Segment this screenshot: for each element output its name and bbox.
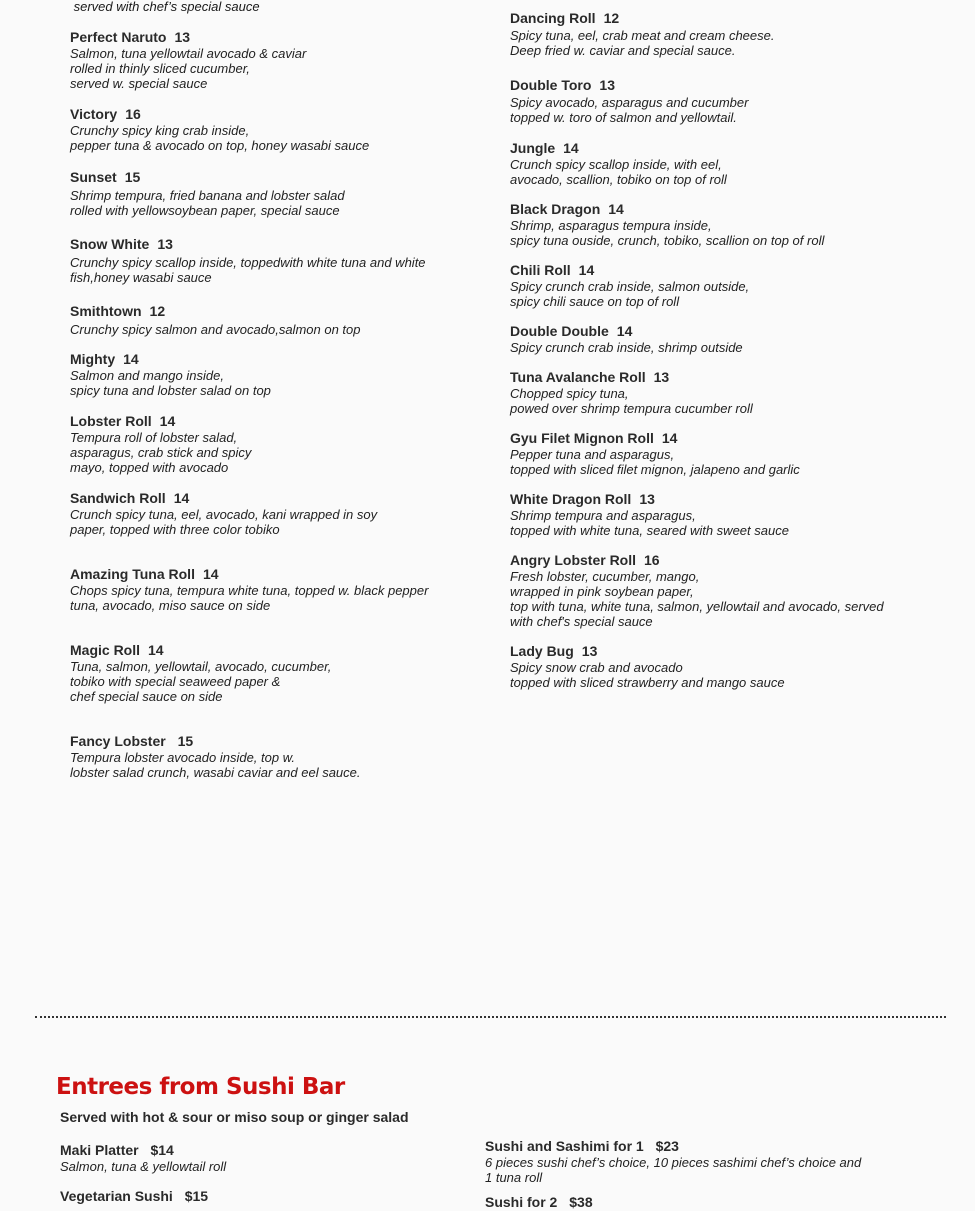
item-description: Shrimp, asparagus tempura inside, spicy tuna ouside, crunch, tobiko, scallion on top of roll bbox=[510, 218, 825, 248]
item-description: Fresh lobster, cucumber, mango, wrapped in pink soybean paper, top with tuna, white tuna, salmon, yellowtail and avocado, served with chef's special sauce bbox=[510, 569, 884, 629]
item-price: $38 bbox=[565, 1194, 593, 1210]
item-name: Sushi for 2 bbox=[485, 1194, 558, 1210]
item-name: Snow White bbox=[70, 236, 150, 252]
menu-item bbox=[510, 491, 930, 538]
section-title: Entrees from Sushi Bar bbox=[56, 1074, 345, 1100]
item-name: Angry Lobster Roll bbox=[510, 552, 637, 568]
item-name: Dancing Roll bbox=[510, 10, 596, 26]
item-price: 14 bbox=[202, 566, 219, 582]
item-price: 13 bbox=[639, 491, 655, 507]
item-name: Vegetarian Sushi bbox=[60, 1188, 173, 1204]
menu-item bbox=[60, 1142, 480, 1174]
item-price: 15 bbox=[124, 169, 141, 185]
item-description: Salmon and mango inside, spicy tuna and lobster salad on top bbox=[70, 368, 271, 398]
item-name: Jungle bbox=[510, 140, 556, 156]
item-name: Maki Platter bbox=[60, 1142, 139, 1158]
item-name: White Dragon Roll bbox=[510, 491, 632, 507]
menu-item bbox=[510, 323, 930, 355]
item-description: Tuna, salmon, yellowtail, avocado, cucumber, tobiko with special seaweed paper & chef special sauce on side bbox=[70, 659, 332, 704]
menu-item bbox=[70, 29, 490, 91]
menu-item bbox=[70, 303, 490, 337]
section-subtitle: Served with hot & sour or miso soup or ginger salad bbox=[60, 1109, 409, 1125]
item-price: 13 bbox=[653, 369, 670, 385]
menu-item bbox=[485, 1194, 905, 1211]
item-name: Fancy Lobster bbox=[70, 733, 166, 749]
item-price: 14 bbox=[159, 413, 176, 429]
item-description: Crunchy spicy salmon and avocado,salmon on top bbox=[70, 322, 361, 337]
item-price: 14 bbox=[661, 430, 678, 446]
item-price: 15 bbox=[173, 733, 194, 749]
item-price: 12 bbox=[603, 10, 620, 26]
item-description: Spicy avocado, asparagus and cucumber topped w. toro of salmon and yellowtail. bbox=[510, 95, 749, 125]
menu-item bbox=[510, 643, 930, 690]
menu-item bbox=[70, 413, 490, 475]
item-name: Sunset bbox=[70, 169, 117, 185]
item-description: Spicy snow crab and avocado topped with sliced strawberry and mango sauce bbox=[510, 660, 785, 690]
item-description: 6 pieces sushi chef’s choice, 10 pieces sashimi chef’s choice and 1 tuna roll bbox=[485, 1155, 862, 1185]
item-description: Shrimp tempura, fried banana and lobster salad rolled with yellowsoybean paper, special sauce bbox=[70, 188, 345, 218]
item-description: Tempura roll of lobster salad, asparagus, crab stick and spicy mayo, topped with avocado bbox=[70, 430, 252, 475]
item-name: Amazing Tuna Roll bbox=[70, 566, 195, 582]
item-price: 14 bbox=[173, 490, 190, 506]
item-description: Spicy crunch crab inside, shrimp outside bbox=[510, 340, 743, 355]
item-name: Lobster Roll bbox=[70, 413, 152, 429]
item-name: Double Double bbox=[510, 323, 609, 339]
item-name: Mighty bbox=[70, 351, 116, 367]
top-fragment: served with chef’s special sauce bbox=[70, 0, 260, 14]
item-description: Chopped spicy tuna, powed over shrimp tempura cucumber roll bbox=[510, 386, 753, 416]
item-name: Lady Bug bbox=[510, 643, 574, 659]
item-name: Magic Roll bbox=[70, 642, 141, 658]
menu-item bbox=[510, 430, 930, 477]
item-description: Crunch spicy tuna, eel, avocado, kani wrapped in soy paper, topped with three color tobiko bbox=[70, 507, 378, 537]
item-description: Spicy crunch crab inside, salmon outside, spicy chili sauce on top of roll bbox=[510, 279, 750, 309]
item-description: Salmon, tuna yellowtail avocado & caviar rolled in thinly sliced cucumber, served w. special sauce bbox=[70, 46, 307, 91]
item-name: Tuna Avalanche Roll bbox=[510, 369, 646, 385]
item-description: Crunchy spicy scallop inside, toppedwith white tuna and white fish,honey wasabi sauce bbox=[70, 255, 426, 285]
item-price: 14 bbox=[608, 201, 624, 217]
item-description: Chops spicy tuna, tempura white tuna, topped w. black pepper tuna, avocado, miso sauce on side bbox=[70, 583, 429, 613]
item-price: 12 bbox=[149, 303, 166, 319]
menu-item bbox=[60, 1188, 480, 1205]
menu-item bbox=[485, 1138, 905, 1185]
item-description: Salmon, tuna & yellowtail roll bbox=[60, 1159, 227, 1174]
menu-item bbox=[510, 262, 930, 309]
item-price: 13 bbox=[157, 236, 173, 252]
item-description: Tempura lobster avocado inside, top w. lobster salad crunch, wasabi caviar and eel sauce. bbox=[70, 750, 361, 780]
section-divider bbox=[35, 1016, 946, 1018]
item-description: Crunch spicy scallop inside, with eel, avocado, scallion, tobiko on top of roll bbox=[510, 157, 727, 187]
item-name: Perfect Naruto bbox=[70, 29, 167, 45]
item-price: $15 bbox=[180, 1188, 209, 1204]
menu-item bbox=[510, 552, 930, 629]
item-name: Sushi and Sashimi for 1 bbox=[485, 1138, 644, 1154]
item-name: Smithtown bbox=[70, 303, 142, 319]
item-name: Sandwich Roll bbox=[70, 490, 166, 506]
item-name: Double Toro bbox=[510, 77, 592, 93]
item-price: 14 bbox=[578, 262, 595, 278]
item-name: Victory bbox=[70, 106, 118, 122]
item-price: 14 bbox=[616, 323, 633, 339]
menu-item bbox=[70, 236, 470, 285]
item-price: 13 bbox=[599, 77, 615, 93]
menu-item bbox=[70, 490, 490, 537]
item-price: 16 bbox=[125, 106, 141, 122]
menu-item bbox=[510, 201, 930, 248]
item-name: Black Dragon bbox=[510, 201, 601, 217]
menu-item bbox=[510, 140, 930, 187]
menu-item bbox=[510, 369, 930, 416]
item-price: 13 bbox=[581, 643, 598, 659]
menu-item bbox=[70, 642, 490, 704]
item-price: 14 bbox=[148, 642, 164, 658]
item-description: Spicy tuna, eel, crab meat and cream cheese. Deep fried w. caviar and special sauce. bbox=[510, 28, 775, 58]
item-price: $14 bbox=[146, 1142, 174, 1158]
menu-item bbox=[70, 169, 490, 218]
item-description: Shrimp tempura and asparagus, topped with white tuna, seared with sweet sauce bbox=[510, 508, 789, 538]
menu-item bbox=[70, 351, 490, 398]
item-price: 13 bbox=[174, 29, 191, 45]
menu-item bbox=[70, 106, 490, 153]
item-description: Pepper tuna and asparagus, topped with sliced filet mignon, jalapeno and garlic bbox=[510, 447, 800, 477]
menu-item bbox=[70, 733, 490, 780]
menu-item bbox=[70, 566, 490, 613]
menu-item bbox=[510, 10, 930, 58]
menu-item bbox=[510, 77, 930, 125]
item-price: $23 bbox=[651, 1138, 679, 1154]
item-price: 14 bbox=[123, 351, 139, 367]
item-name: Chili Roll bbox=[510, 262, 571, 278]
item-description: Crunchy spicy king crab inside, pepper tuna & avocado on top, honey wasabi sauce bbox=[70, 123, 370, 153]
item-price: 14 bbox=[563, 140, 579, 156]
item-price: 16 bbox=[644, 552, 660, 568]
item-name: Gyu Filet Mignon Roll bbox=[510, 430, 654, 446]
